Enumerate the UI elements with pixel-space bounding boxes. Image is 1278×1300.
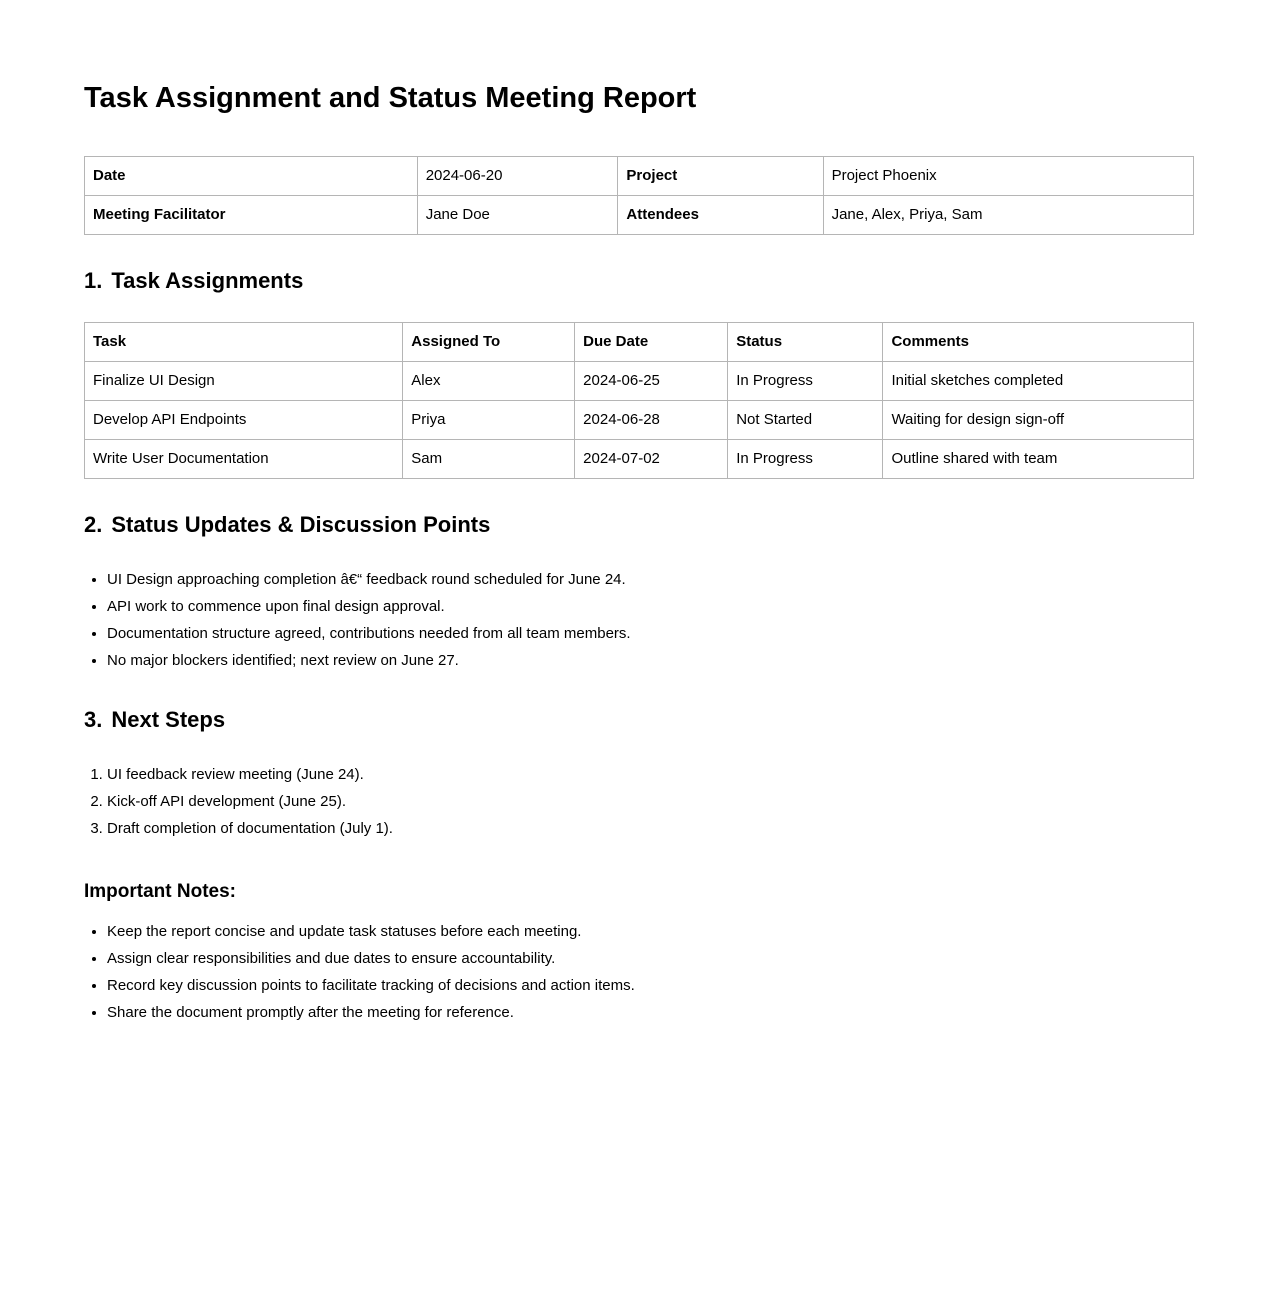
task-cell-status: In Progress (728, 440, 883, 479)
meta-label-facilitator: Meeting Facilitator (85, 196, 418, 235)
task-cell-due-date: 2024-07-02 (575, 440, 728, 479)
task-cell-due-date: 2024-06-28 (575, 401, 728, 440)
meeting-meta-table (84, 156, 1194, 235)
table-row (85, 401, 1194, 440)
meta-value-facilitator: Jane Doe (417, 196, 618, 235)
list-item: • Documentation structure agreed, contributions needed from all team members. (107, 620, 1194, 647)
meta-row-date-project (85, 157, 1194, 196)
status-updates-list (84, 566, 1194, 674)
meta-value-date: 2024-06-20 (417, 157, 618, 196)
list-item: 2. Kick-off API development (June 25). (107, 788, 1194, 815)
task-header-assigned-to: Assigned To (403, 323, 575, 362)
task-cell-comments: Outline shared with team (883, 440, 1194, 479)
section-title: Task Assignments (111, 268, 304, 293)
section-heading-status-updates (84, 511, 1194, 538)
task-cell-status: Not Started (728, 401, 883, 440)
meta-label-attendees: Attendees (618, 196, 823, 235)
list-item: • Share the document promptly after the meeting for reference. (107, 999, 1194, 1026)
section-heading-task-assignments (84, 267, 1194, 294)
task-header-task: Task (85, 323, 403, 362)
next-steps-list (84, 761, 1194, 842)
task-cell-task: Develop API Endpoints (85, 401, 403, 440)
section-title: Status Updates & Discussion Points (111, 512, 491, 537)
task-header-status: Status (728, 323, 883, 362)
list-item: • UI Design approaching completion â€“ feedback round scheduled for June 24. (107, 566, 1194, 593)
task-cell-comments: Waiting for design sign-off (883, 401, 1194, 440)
meta-row-facilitator-attendees (85, 196, 1194, 235)
task-cell-task: Finalize UI Design (85, 362, 403, 401)
list-item: 3. Draft completion of documentation (July 1). (107, 815, 1194, 842)
task-cell-comments: Initial sketches completed (883, 362, 1194, 401)
task-cell-assigned-to: Sam (403, 440, 575, 479)
task-header-due-date: Due Date (575, 323, 728, 362)
list-item: • Keep the report concise and update task statuses before each meeting. (107, 918, 1194, 945)
list-item: • Record key discussion points to facilitate tracking of decisions and action items. (107, 972, 1194, 999)
section-number: 3. (84, 707, 103, 732)
task-header-comments: Comments (883, 323, 1194, 362)
list-item: 1. UI feedback review meeting (June 24). (107, 761, 1194, 788)
task-cell-status: In Progress (728, 362, 883, 401)
list-item: • Assign clear responsibilities and due dates to ensure accountability. (107, 945, 1194, 972)
section-number: 1. (84, 268, 103, 293)
task-cell-assigned-to: Priya (403, 401, 575, 440)
meta-label-date: Date (85, 157, 418, 196)
important-notes-list (84, 918, 1194, 1026)
list-item: • API work to commence upon final design approval. (107, 593, 1194, 620)
task-cell-assigned-to: Alex (403, 362, 575, 401)
section-heading-next-steps (84, 706, 1194, 733)
list-item: • No major blockers identified; next review on June 27. (107, 647, 1194, 674)
table-row (85, 440, 1194, 479)
task-cell-task: Write User Documentation (85, 440, 403, 479)
important-notes-heading: Important Notes: (84, 881, 236, 902)
page-title: Task Assignment and Status Meeting Report (84, 82, 697, 114)
meta-label-project: Project (618, 157, 823, 196)
meta-value-attendees: Jane, Alex, Priya, Sam (823, 196, 1193, 235)
task-assignments-table (84, 322, 1194, 479)
meta-value-project: Project Phoenix (823, 157, 1193, 196)
table-row (85, 362, 1194, 401)
section-number: 2. (84, 512, 103, 537)
task-cell-due-date: 2024-06-25 (575, 362, 728, 401)
task-table-header-row (85, 323, 1194, 362)
section-title: Next Steps (111, 707, 226, 732)
